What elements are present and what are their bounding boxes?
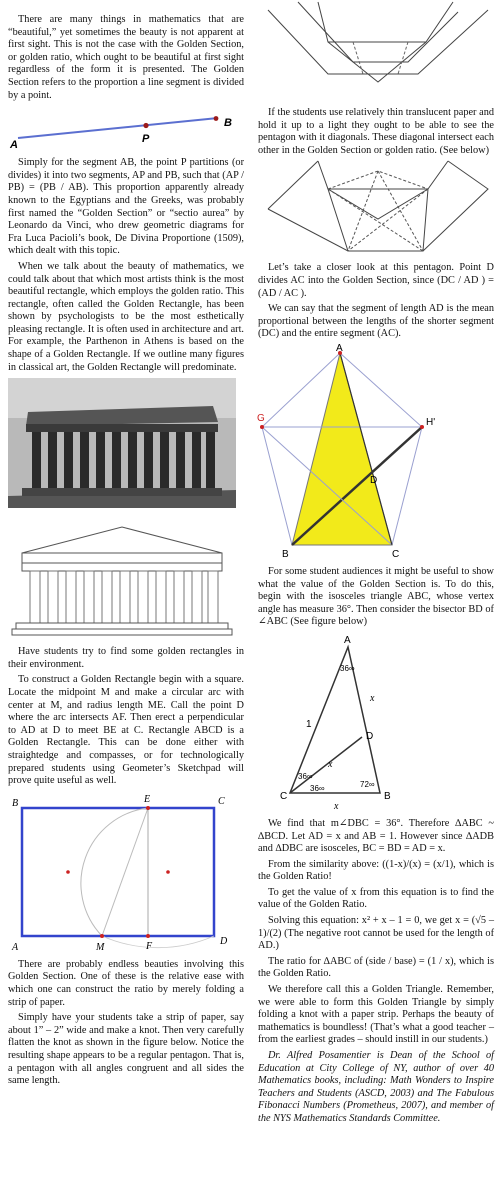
beauties-paragraph: There are probably endless beauties involving this Golden Section. One of these is the relative ease with which one can construct the ratio by merely folding a strip of paper. (8, 958, 244, 1008)
pent-label-c: C (392, 548, 400, 560)
rect-label-b: B (12, 797, 19, 809)
closer-look-paragraph: Let’s take a closer look at this pentagon. Point D divides AC into the Golden Section, since (DC / AD ) = (AD / AC ). (258, 262, 494, 299)
pent-label-h: H' (426, 416, 436, 428)
tri-side-one: 1 (306, 718, 312, 730)
rect-label-a: A (12, 941, 19, 953)
strip-paragraph: Simply have your students take a strip of paper, say about 1” – 2” wide and make a knot. Then very carefully flatten the knot as shown in the figure below. Notice the resulting shape appears to be a regular pentagon. That is, a pentagon with all angles congruent and all sides the same length. (8, 1012, 244, 1087)
knot-figure (258, 2, 494, 102)
tri-angle-c1: 36∞ (298, 771, 313, 781)
intro-paragraph: There are many things in mathematics that are “beautiful,” yet sometimes the beauty is not apparent at first sight. This is not the case with the Golden Section, or golden ratio, which ought to be beautiful at first sight regardless of the form it is presented. The Golden Section refers to the proportion a line segment is divided by a point. (8, 14, 244, 101)
beauty-paragraph: When we talk about the beauty of mathematics, we could talk about that which most artists think is the most beautiful rectangle, which employs the golden ratio. This rectangle, often called the Golden Rectangle, has been shown by psychologists to be the most esthetically pleasing rectangle. It is often used in architecture and art. For example, the Parthenon in Athens is based on the shape of a Golden Rectangle. If we outline many figures in classical art, the Golden Rectangle will predominate. (8, 260, 244, 373)
ratio-paragraph: The ratio for ∆ABC of (side / base) = (1 / x), which is the Golden Ratio. (258, 955, 494, 980)
tri-side-x-bd: x (328, 758, 333, 770)
rect-label-f: F (146, 940, 153, 952)
find-rectangles-paragraph: Have students try to find some golden rectangles in their environment. (8, 646, 244, 670)
angle-paragraph: We find that m∠DBC = 36°. Therefore ∆ABC ~ ∆BCD. Let AD = x and AB = 1. However since ∆ADB and ∆DBC are isosceles, BC = BD = AD = x. (258, 817, 494, 855)
rect-label-c: C (218, 795, 225, 807)
seg-label-b: B (224, 117, 232, 130)
seg-label-a: A (10, 139, 18, 152)
rect-label-d: D (220, 935, 228, 947)
tri-angle-c2: 36∞ (310, 783, 325, 793)
solving-paragraph: Solving this equation: x² + x – 1 = 0, we get x = (√5 – 1)/(2) (The negative root cannot be used for the length of AD.) (258, 915, 494, 952)
get-value-paragraph: To get the value of x from this equation is to find the value of the Golden Ratio. (258, 886, 494, 911)
tri-side-x-bc: x (334, 800, 339, 812)
pent-label-b: B (282, 548, 289, 560)
pentagon-figure (257, 342, 494, 561)
golden-rectangle-figure (8, 792, 244, 954)
value-paragraph: For some student audiences it might be useful to show what the value of the Golden Section is. To do this, begin with the isosceles triangle ABC, whose vertex angle has measure 36°. Then consider the bisector BD of ∠ABC (See figure below) (258, 565, 494, 628)
rect-label-e: E (144, 793, 151, 805)
parthenon-drawing (8, 513, 244, 641)
golden-triangle-figure (258, 633, 494, 813)
tri-label-b: B (384, 790, 391, 802)
pent-label-g: G (257, 412, 265, 424)
mean-proportional-paragraph: We can say that the segment of length AD is the mean proportional between the lengths of the shorter segment (DC) and the entire segment (AC). (258, 303, 494, 340)
golden-triangle-paragraph: We therefore call this a Golden Triangle. Remember, we were able to form this Golden Triangle by simply folding a knot with a paper strip. Perhaps the beauty of mathematics is boundless! (That’s what a good teacher – from the earliest grades – should instill in our students.) (258, 984, 494, 1046)
similarity-paragraph: From the similarity above: ((1-x)/(x) = (x/1), which is the Golden Ratio! (258, 858, 494, 883)
tri-side-x-ab: x (370, 692, 375, 704)
tri-label-a: A (344, 634, 351, 646)
rect-label-m: M (96, 941, 105, 953)
seg-label-p: P (142, 133, 150, 146)
tri-angle-a: 36∞ (340, 663, 355, 673)
tri-label-d: D (366, 730, 374, 742)
tri-label-c: C (280, 790, 288, 802)
segment-paragraph: Simply for the segment AB, the point P partitions (or divides) it into two segments, AP and PB, such that (AP / PB) = (PB / AB). This proportion apparently already known to the Egyptians and the Greeks, was probably first named the “Golden Section” or “sectio aurea” by Leonardo da Vinci, who drew geometric diagrams for Fra Luca Pacioli’s book, De Divina Proportione (1509), which dealt with this topic. (8, 157, 244, 257)
construct-paragraph: To construct a Golden Rectangle begin with a square. Locate the midpoint M and make a circular arc with center at M, and radius length ME. Call the point D where the arc intersects AF. Then erect a perpendicular to AD at D to meet BE at C. Rectangle ABCD is a Golden Rectangle. This can be done either with straightedge and compasses, or for technologically prepared students using Geometer’s Sketchpad will prove quite useful as well. (8, 674, 244, 787)
author-bio: Dr. Alfred Posamentier is Dean of the School of Education at City College of NY, author of over 40 Mathematics books, including: Math Wonders to Inspire Teachers and Students (ASCD, 2003) and The Fabulous Fibonacci Numbers (Prometheus, 2007), and member of the NYS Mathematics Standards Committee. (258, 1050, 494, 1124)
pent-label-d: D (370, 474, 378, 486)
pent-label-a: A (336, 342, 343, 354)
parthenon-photo (8, 378, 244, 508)
line-segment-figure (8, 106, 244, 152)
tri-angle-b: 72∞ (360, 779, 375, 789)
right-column (258, 0, 494, 1129)
left-column (8, 0, 244, 1091)
pentagon-diagonals-figure (258, 161, 494, 257)
translucent-paragraph: If the students use relatively thin translucent paper and hold it up to a light they ought to be able to see the pentagon with it diagonals. These diagonal intersect each other in the Golden Section or golden ratio. (See below) (258, 107, 494, 156)
